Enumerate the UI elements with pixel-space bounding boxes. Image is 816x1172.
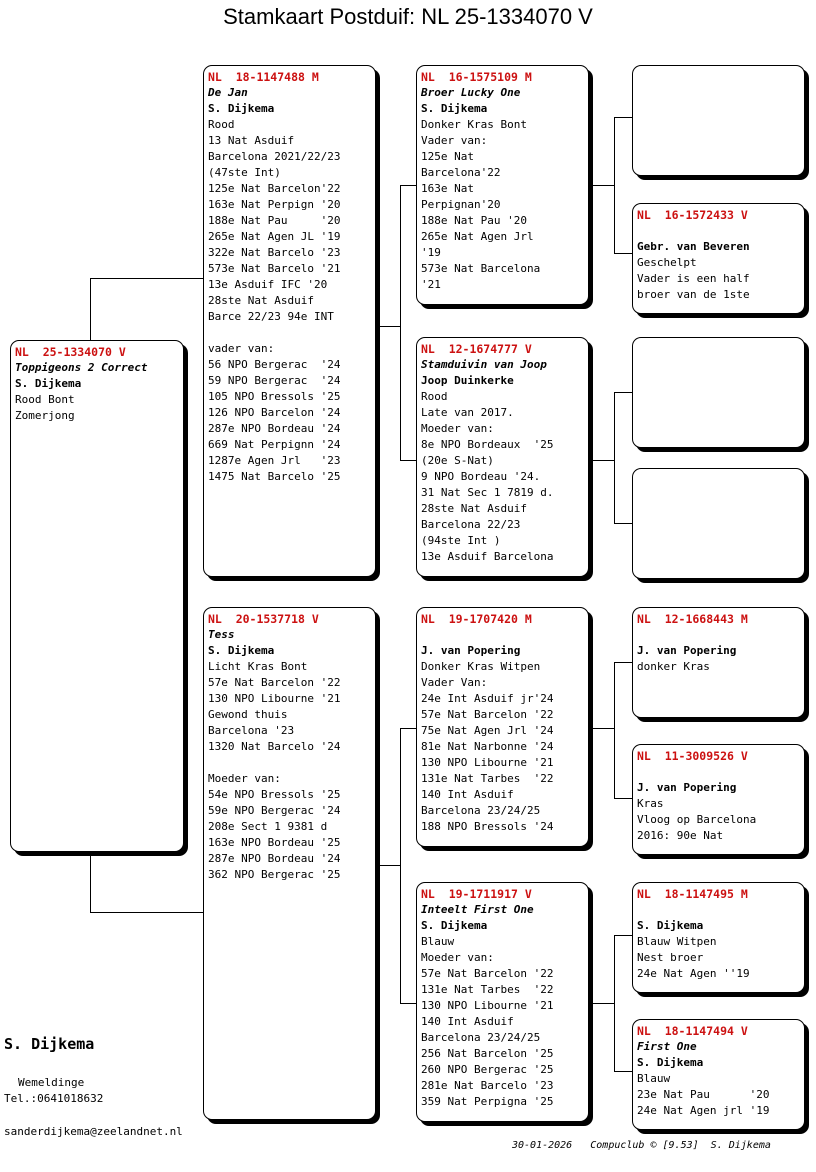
info-line: Vader van:: [421, 134, 488, 147]
page-title: Stamkaart Postduif: NL 25-1334070 V: [223, 4, 593, 29]
info-line: 163e Nat: [421, 182, 474, 195]
info-line: 1475 Nat Barcelo '25: [208, 470, 341, 483]
great-grandparent-card-3[interactable]: [632, 337, 805, 448]
info-line: 188e Nat Pau '20: [208, 214, 341, 227]
info-line: 9 NPO Bordeau '24.: [421, 470, 541, 483]
great-grandparent-card-8[interactable]: [632, 1019, 805, 1130]
owner-name: S. Dijkema: [208, 644, 275, 657]
owner-name: Joop Duinkerke: [421, 374, 514, 387]
print-info: 30-01-2026 Compuclub © [9.53] S. Dijkema: [512, 1140, 771, 1151]
info-line: Moeder van:: [208, 772, 281, 785]
great-grandparent-card-1[interactable]: [632, 65, 805, 176]
info-line: 24e Int Asduif jr'24: [421, 692, 554, 705]
info-line: 130 NPO Libourne '21: [421, 999, 554, 1012]
info-line: 2016: 90e Nat: [637, 829, 724, 842]
info-line: Licht Kras Bont: [208, 660, 308, 673]
info-line: Nest broer: [637, 951, 704, 964]
info-line: Blauw: [421, 935, 455, 948]
pigeon-name: De Jan: [208, 86, 248, 99]
info-line: 260 NPO Bergerac '25: [421, 1063, 554, 1076]
info-line: [208, 755, 371, 771]
pigeon-name: [637, 902, 800, 918]
info-line: Zomerjong: [15, 409, 75, 422]
pigeon-name: Inteelt First One: [421, 903, 534, 916]
pigeon-name: First One: [637, 1040, 697, 1053]
info-line: 57e Nat Barcelon '22: [421, 967, 554, 980]
info-line: Gewond thuis: [208, 708, 288, 721]
info-line: Donker Kras Bont: [421, 118, 527, 131]
great-grandparent-card-6[interactable]: [632, 744, 805, 855]
info-line: 31 Nat Sec 1 7819 d.: [421, 486, 554, 499]
ring-number: NL 20-1537718 V: [208, 612, 319, 626]
breeder-email[interactable]: sanderdijkema@zeelandnet.nl: [4, 1125, 183, 1138]
info-line: 131e Nat Tarbes '22: [421, 983, 554, 996]
info-line: 57e Nat Barcelon '22: [421, 708, 554, 721]
info-line: Barcelona 22/23: [421, 518, 521, 531]
owner-name: S. Dijkema: [637, 1056, 704, 1069]
great-grandparent-card-7[interactable]: [632, 882, 805, 993]
info-line: 359 Nat Perpigna '25: [421, 1095, 554, 1108]
ring-number: NL 12-1674777 V: [421, 342, 532, 356]
info-line: '21: [421, 278, 441, 291]
info-line: [208, 325, 371, 341]
ring-number: NL 18-1147494 V: [637, 1024, 748, 1038]
owner-name: J. van Popering: [421, 644, 521, 657]
info-line: Barcelona 2021/22/23: [208, 150, 341, 163]
info-line: 81e Nat Narbonne '24: [421, 740, 554, 753]
info-line: 130 NPO Libourne '21: [421, 756, 554, 769]
info-line: 287e NPO Bordeau '24: [208, 422, 341, 435]
pigeon-name: Stamduivin van Joop: [421, 358, 547, 371]
info-line: Barcelona 23/24/25: [421, 1031, 541, 1044]
info-line: Kras: [637, 797, 664, 810]
paternal-grandfather-card[interactable]: [416, 65, 589, 305]
owner-name: S. Dijkema: [208, 102, 275, 115]
maternal-grandmother-card[interactable]: [416, 882, 589, 1122]
info-line: Late van 2017.: [421, 406, 514, 419]
info-line: Perpignan'20: [421, 198, 501, 211]
great-grandparent-card-5[interactable]: [632, 607, 805, 718]
info-line: '19: [421, 246, 441, 259]
info-line: 24e Nat Agen jrl '19: [637, 1104, 770, 1117]
info-line: 8e NPO Bordeaux '25: [421, 438, 554, 451]
info-line: 208e Sect 1 9381 d: [208, 820, 328, 833]
breeder-phone: Tel.:0641018632: [4, 1092, 104, 1105]
info-line: Moeder van:: [421, 951, 494, 964]
ring-number: NL 18-1147495 M: [637, 887, 748, 901]
info-line: 28ste Nat Asduif: [421, 502, 527, 515]
info-line: 131e Nat Tarbes '22: [421, 772, 554, 785]
info-line: 140 Int Asduif: [421, 1015, 514, 1028]
pigeon-name: [637, 627, 800, 643]
info-line: Rood: [208, 118, 235, 131]
ring-number: NL 25-1334070 V: [15, 345, 126, 359]
ring-number: NL 19-1707420 M: [421, 612, 532, 626]
info-line: Blauw Witpen: [637, 935, 717, 948]
info-line: Donker Kras Witpen: [421, 660, 541, 673]
breeder-name: S. Dijkema: [4, 1035, 95, 1053]
info-line: (94ste Int ): [421, 534, 501, 547]
ring-number: NL 18-1147488 M: [208, 70, 319, 84]
info-line: 125e Nat: [421, 150, 474, 163]
breeder-place: Wemeldinge: [18, 1076, 85, 1089]
father-card[interactable]: [203, 65, 376, 577]
ring-number: NL 12-1668443 M: [637, 612, 748, 626]
info-line: Vader Van:: [421, 676, 488, 689]
owner-name: J. van Popering: [637, 781, 737, 794]
info-line: 1287e Agen Jrl '23: [208, 454, 341, 467]
info-line: 75e Nat Agen Jrl '24: [421, 724, 554, 737]
mother-card[interactable]: [203, 607, 376, 1120]
info-line: 140 Int Asduif: [421, 788, 514, 801]
info-line: 24e Nat Agen ''19: [637, 967, 750, 980]
info-line: donker Kras: [637, 660, 710, 673]
owner-name: S. Dijkema: [15, 377, 82, 390]
subject-card[interactable]: [10, 340, 184, 852]
info-line: 54e NPO Bressols '25: [208, 788, 341, 801]
info-line: 13e Asduif IFC '20: [208, 278, 328, 291]
owner-name: S. Dijkema: [421, 102, 488, 115]
info-line: 59e NPO Bergerac '24: [208, 804, 341, 817]
info-line: 125e Nat Barcelon'22: [208, 182, 341, 195]
info-line: 322e Nat Barcelo '23: [208, 246, 341, 259]
info-line: broer van de 1ste: [637, 288, 750, 301]
info-line: 13e Asduif Barcelona: [421, 550, 554, 563]
info-line: 28ste Nat Asduif: [208, 294, 314, 307]
info-line: 13 Nat Asduif: [208, 134, 295, 147]
info-line: Vloog op Barcelona: [637, 813, 757, 826]
info-line: 188 NPO Bressols '24: [421, 820, 554, 833]
info-line: 59 NPO Bergerac '24: [208, 374, 341, 387]
info-line: (20e S-Nat): [421, 454, 494, 467]
info-line: 256 Nat Barcelon '25: [421, 1047, 554, 1060]
info-line: 130 NPO Libourne '21: [208, 692, 341, 705]
pigeon-name: [637, 223, 800, 239]
info-line: 287e NPO Bordeau '24: [208, 852, 341, 865]
info-line: 57e Nat Barcelon '22: [208, 676, 341, 689]
owner-name: J. van Popering: [637, 644, 737, 657]
info-line: Rood Bont: [15, 393, 75, 406]
info-line: vader van:: [208, 342, 275, 355]
info-line: Moeder van:: [421, 422, 494, 435]
maternal-grandfather-card[interactable]: [416, 607, 589, 847]
info-line: 573e Nat Barcelona: [421, 262, 541, 275]
info-line: 105 NPO Bressols '25: [208, 390, 341, 403]
ring-number: NL 11-3009526 V: [637, 749, 748, 763]
info-line: 188e Nat Pau '20: [421, 214, 527, 227]
great-grandparent-card-2[interactable]: [632, 203, 805, 314]
ring-number: NL 16-1575109 M: [421, 70, 532, 84]
owner-name: S. Dijkema: [421, 919, 488, 932]
info-line: 265e Nat Agen Jrl: [421, 230, 534, 243]
info-line: 669 Nat Perpignn '24: [208, 438, 341, 451]
info-line: 265e Nat Agen JL '19: [208, 230, 341, 243]
info-line: Blauw: [637, 1072, 671, 1085]
pigeon-name: [421, 627, 584, 643]
paternal-grandmother-card[interactable]: [416, 337, 589, 577]
info-line: 23e Nat Pau '20: [637, 1088, 770, 1101]
info-line: 1320 Nat Barcelo '24: [208, 740, 341, 753]
great-grandparent-card-4[interactable]: [632, 468, 805, 579]
info-line: Rood: [421, 390, 448, 403]
ring-number: NL 16-1572433 V: [637, 208, 748, 222]
info-line: Geschelpt: [637, 256, 697, 269]
info-line: Barcelona 23/24/25: [421, 804, 541, 817]
info-line: 163e Nat Perpign '20: [208, 198, 341, 211]
ring-number: NL 19-1711917 V: [421, 887, 532, 901]
pigeon-name: [637, 764, 800, 780]
info-line: Vader is een half: [637, 272, 750, 285]
owner-name: S. Dijkema: [637, 919, 704, 932]
info-line: 281e Nat Barcelo '23: [421, 1079, 554, 1092]
info-line: 56 NPO Bergerac '24: [208, 358, 341, 371]
info-line: 573e Nat Barcelo '21: [208, 262, 341, 275]
info-line: Barcelona'22: [421, 166, 501, 179]
pigeon-name: Broer Lucky One: [421, 86, 521, 99]
owner-name: Gebr. van Beveren: [637, 240, 750, 253]
pigeon-name: Toppigeons 2 Correct: [15, 361, 148, 374]
info-line: 163e NPO Bordeau '25: [208, 836, 341, 849]
info-line: Barcelona '23: [208, 724, 295, 737]
info-line: (47ste Int): [208, 166, 281, 179]
info-line: 362 NPO Bergerac '25: [208, 868, 341, 881]
info-line: Barce 22/23 94e INT: [208, 310, 334, 323]
pigeon-name: Tess: [208, 628, 235, 641]
info-line: 126 NPO Barcelon '24: [208, 406, 341, 419]
